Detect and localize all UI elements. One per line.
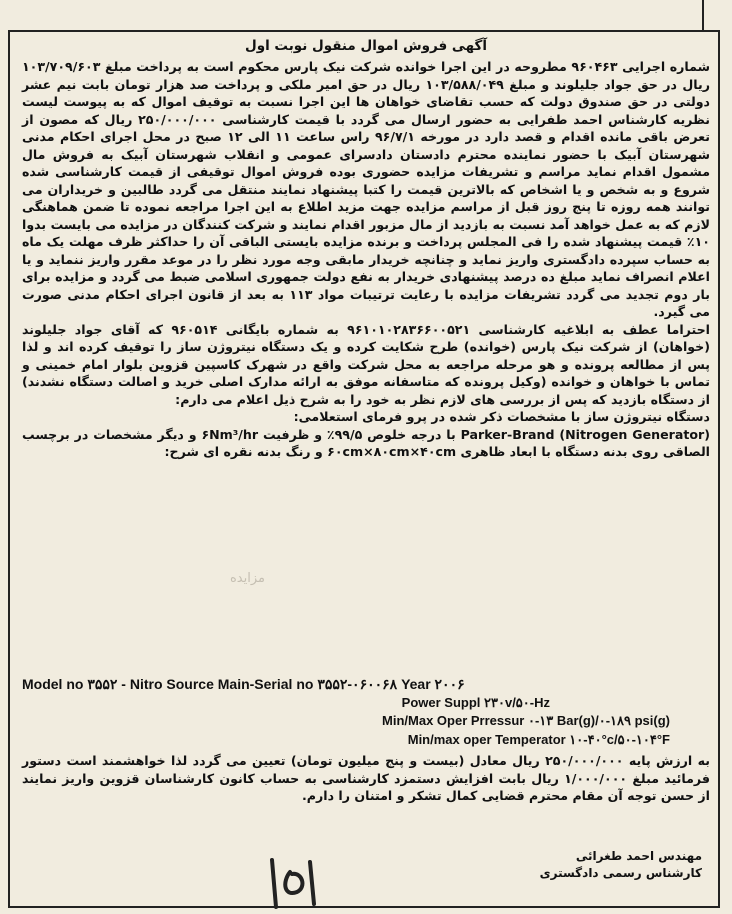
closing-paragraph: به ارزش پایه ۲۵۰/۰۰۰/۰۰۰ ریال معادل (بیست و پنج میلیون تومان) تعیین می گردد لذا خواهشمند است دستور فرمائید مبلغ ۱/۰۰۰/۰۰۰ ریال بابت افزایش دستمزد کارشناسی به حساب کانون کارشناسان قزوین واریز نمایند از حسن توجه آن مقام محترم قضایی کمال تشکر و امتنان را دارم.	[22, 753, 710, 803]
signature-name: مهندس احمد طغرائی	[575, 849, 702, 863]
device-description: Parker-Brand (Nitrogen Generator) با درجه خلوص ۹۹/۵٪ و ظرفیت ۶Nm³/hr و دیگر مشخصات در برچسب الصاقی روی بدنه دستگاه با ابعاد ظاهری ۶۰cm×۸۰cm×۴۰cm و رنگ بدنه نقره ای شرح:	[22, 426, 710, 459]
border-corner	[702, 0, 720, 32]
expert-paragraph: احتراما عطف به ابلاغیه کارشناسی ۹۶۱۰۱۰۲۸۳۶۶۰۰۵۲۱ به شماره بایگانی ۹۶۰۵۱۴ که آقای جواد جلیلوند (خواهان) از شرکت نیک پارس (خوانده) طرح شکایت کرده و یک دستگاه نیتروژن ساز را توقیف کرده اند و لذا پس از مطالعه پرونده و هو مرحله مراجعه به محل شرکت واقع در شهرک کاسپین قزوین بلوار امام خمینی و تماس با خواهان و خوانده (وکیل پرونده که متاسفانه موفق به ارائه مدارک اصلی خرید و اصالت دستگاه نشدند) از دستگاه بازدید که پس از بررسی های لازم نظر به خود را به شرح ذیل اعلام می دارم:	[22, 321, 710, 407]
spec-model: Model no ۳۵۵۲ - Nitro Source Main-Serial no ۳۵۵۲-۰۶۰۰۶۸ Year ۲۰۰۶	[22, 676, 465, 692]
notice-body	[22, 58, 710, 461]
signature-block	[540, 848, 702, 882]
spec-temperature: Min/max oper Temperator ۱۰-۴۰°c/۵۰-۱۰۴°F	[407, 732, 670, 747]
notice-title: آگهی فروش اموال منقول نوبت اول	[245, 38, 487, 54]
spec-pressure: Min/Max Oper Prressur ۰-۱۳ Bar(g)/۰-۱۸۹ psi(g)	[382, 713, 670, 728]
device-heading: دستگاه نیتروژن ساز با مشخصات ذکر شده در پرو فرمای استعلامی:	[293, 409, 710, 424]
handwritten-mark	[262, 852, 332, 912]
spec-power: Power Suppl ۲۳۰v/۵۰-Hz	[401, 695, 550, 710]
signature-role: کارشناس رسمی دادگستری	[539, 866, 702, 880]
auction-paragraph: شماره اجرایی ۹۶۰۴۶۳ مطروحه در این اجرا خوانده شرکت نیک پارس محکوم است به پرداخت مبلغ ۱۰۳/۷۰۹/۶۰۳ ریال در حق جواد جلیلوند و مبلغ ۱۰۳/۵۸۸/۰۴۹ ریال در حق امیر ملکی و پرداخت صد هزار تومان بابت نیم عشر دولتی در حق صندوق دولت که حسب تقاضای خواهان ها این اجرا نسبت به توقیف اموال که به پیوست لیست نظریه کارشناس احمد طفرایی به حضور ارسال می گردد با قیمت کارشناسی ۲۵۰/۰۰۰/۰۰۰ ریال که مصون از تعرض باقی مانده اقدام و قصد دارد در مورخه ۹۶/۷/۱ راس ساعت ۱۱ الی ۱۲ صبح در محل اجرای احکام مدنی شهرستان آبیک با حضور نماینده محترم دادستان دادسرای عمومی و انقلاب شهرستان آبیک به فروش مال مشمول اقدام نماید مراسم و تشریفات مزایده حضوری بوده فروش اموال توقیفی از قیمت کارشناسی شده شروع و به شخص و یا اشخاص که بالاترین قیمت را کتبا پیشنهاد نمایند منتقل می گردد طالبین و خریداران می توانند همه روزه تا پنج روز قبل از مراسم مزایده جهت مزید اطلاع به این اجرا مراجعه نموده تا ضمن هماهنگی لازم که به عمل خواهد آمد نسبت به بازدید از مال مزبور اقدام نمایند و شرکت کنندگان در مزایده می بایست بدوا ۱۰٪ قیمت پیشنهاد شده را فی المجلس پرداخت و برنده مزایده بایستی الباقی آن را حداکثر ظرف مهلت یک ماه به حساب سپرده دادگستری واریز نماید و چنانچه خریدار مابقی وجه مورد نظر را در موعد مقرر واریز ننماید و یا اعلام انصراف نماید مبلغ ده درصد پیشنهادی خریدار به نفع دولت جمهوری اسلامی ضبط می گردد و مزایده برای بار دوم تجدید می گردد تشریفات مزایده با رعایت ترتیبات مواد ۱۱۳ به بعد از قانون اجرای احکام مدنی صورت می گیرد.	[22, 59, 710, 319]
faded-watermark: مزایده	[230, 571, 266, 586]
